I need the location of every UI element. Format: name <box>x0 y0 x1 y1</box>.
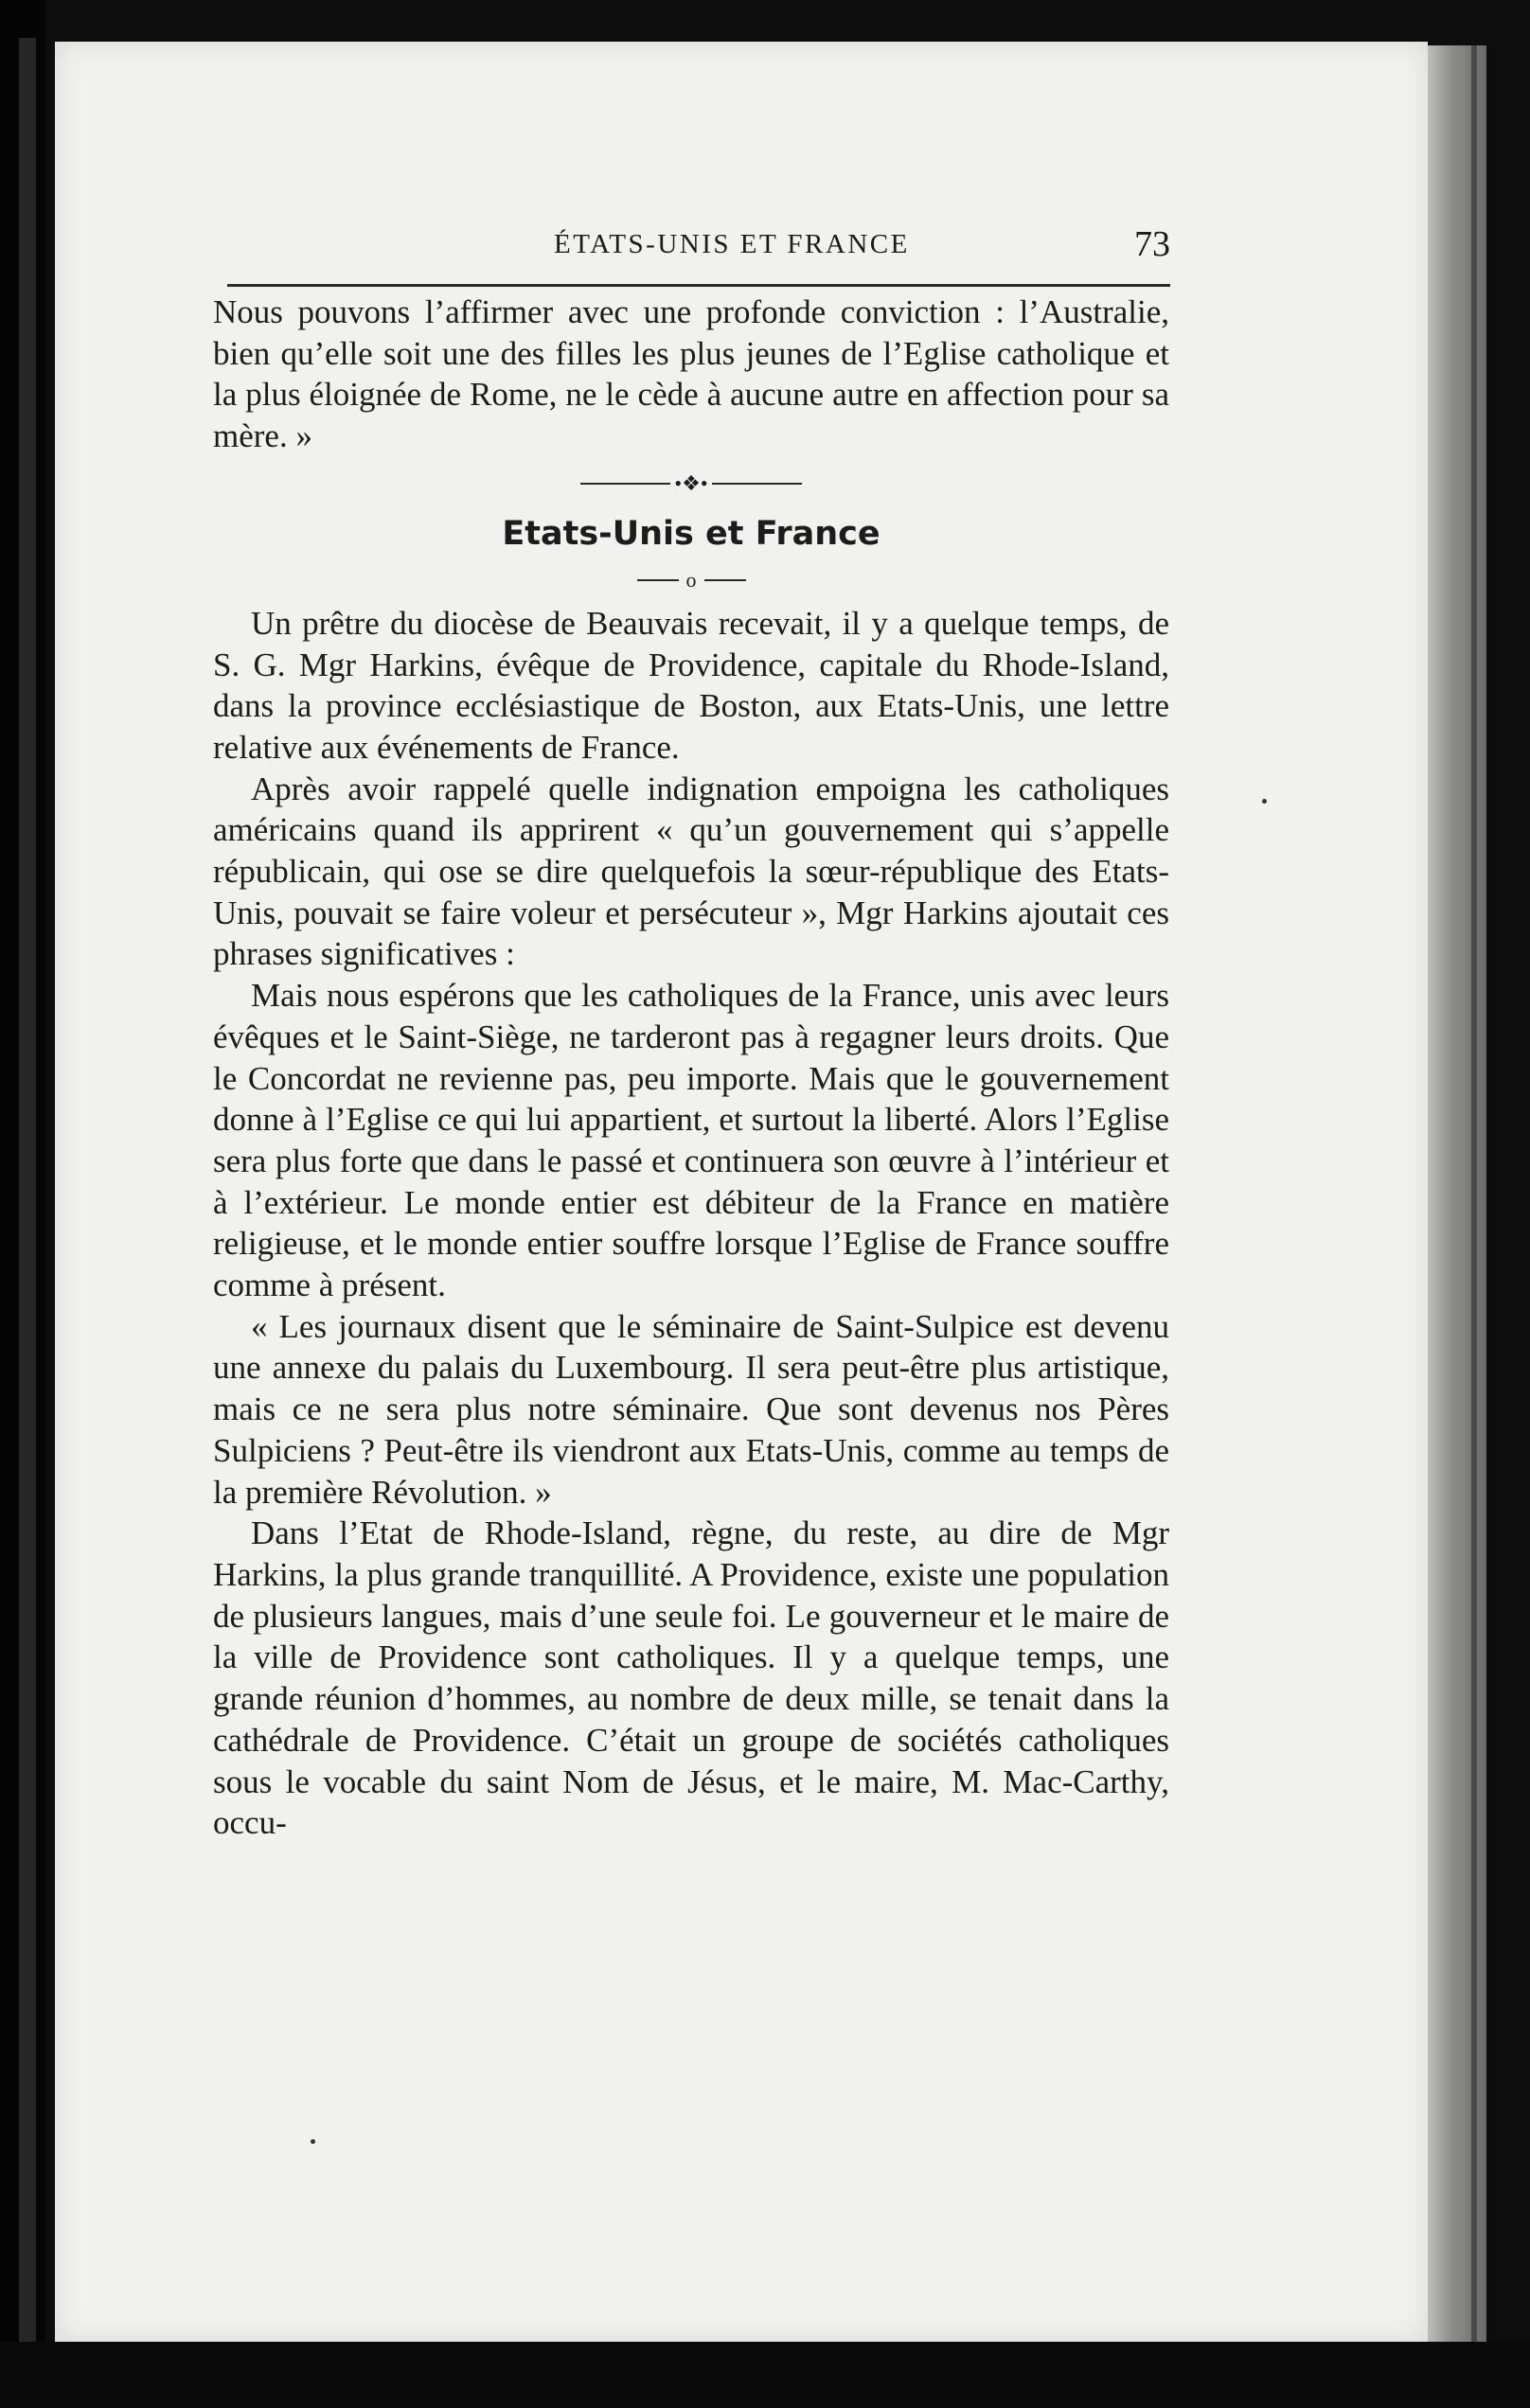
running-head: ÉTATS-UNIS ET FRANCE <box>554 229 910 259</box>
paragraph-4: « Les journaux disent que le séminaire de Saint-Sulpice est devenu une annexe du palais du Luxembourg. Il sera peut-être plus artistique, mais ce ne sera plus notre séminaire. Que sont devenus nos Pères Sulpiciens ? Peut-être ils viendront aux Etats-Unis, comme au temps de la première Révolution. » <box>213 1307 1169 1511</box>
divider-line <box>712 483 802 485</box>
ornament-line <box>704 579 746 581</box>
page-number: 73 <box>1134 224 1170 264</box>
paragraph-5: Dans l’Etat de Rhode-Island, règne, du reste, au dire de Mgr Harkins, la plus grande tranquillité. A Providence, existe une population de plusieurs langues, mais d’une seule foi. Le gouverneur et le maire de la ville de Providence sont catholiques. Il y a quelque temps, une grande réunion d’hommes, au nombre de deux mille, se tenait dans la cathédrale de Providence. C’était un groupe de sociétés catholiques sous le vocable du saint Nom de Jésus, et le maire, M. Mac-Carthy, occu- <box>213 1514 1169 1842</box>
divider-line <box>580 483 670 485</box>
paragraph-3: Mais nous espérons que les catholiques de la France, unis avec leurs évêques et le Saint-Siège, ne tarderont pas à regagner leurs droits. Que le Concordat ne revienne pas, peu importe. Mais que le gouvernement donne à l’Eglise ce qui lui appartient, et surtout la liberté. Alors l’Eglise sera plus forte que dans le passé et continuera son œuvre à l’intérieur et à l’extérieur. Le monde entier est débiteur de la France en matière religieuse, et le monde entier souffre lorsque l’Eglise de France souffre comme à présent. <box>213 977 1169 1304</box>
body-text <box>213 292 1169 1844</box>
binding-shadow <box>19 38 36 2347</box>
paragraph-2: Après avoir rappelé quelle indignation empoigna les catholiques américains quand ils apprirent « qu’un gouvernement qui s’appelle républicain, qui ose se dire quelquefois la sœur-république des Etats-Unis, pouvait se faire voleur et persécuteur », Mgr Harkins ajoutait ces phrases significatives : <box>213 770 1169 973</box>
page-edge <box>1428 45 1486 2355</box>
page-header <box>227 224 1170 276</box>
paragraph-1: Un prêtre du diocèse de Beauvais recevait, il y a quelque temps, de S. G. Mgr Harkins, évêque de Providence, capitale du Rhode-Island, dans la province ecclésiastique de Boston, aux Etats-Unis, une lettre relative aux événements de France. <box>213 604 1169 766</box>
speck <box>311 2139 315 2144</box>
header-rule <box>227 284 1170 287</box>
ornament-circle: o <box>685 567 697 592</box>
paragraph-intro: Nous pouvons l’affirmer avec une profonde conviction : l’Australie, bien qu’elle soit une des filles les plus jeunes de l’Eglise catholique et la plus éloignée de Rome, ne le cède à aucune autre en affection pour sa mère. » <box>213 293 1169 455</box>
ornament-line <box>637 579 679 581</box>
section-divider <box>213 465 1169 503</box>
speck <box>1262 799 1267 804</box>
title-ornament <box>213 561 1169 599</box>
fleuron-icon: •❖• <box>674 470 708 495</box>
scan-bottom-edge <box>0 2342 1530 2408</box>
section-title: Etats-Unis et France <box>502 514 881 553</box>
